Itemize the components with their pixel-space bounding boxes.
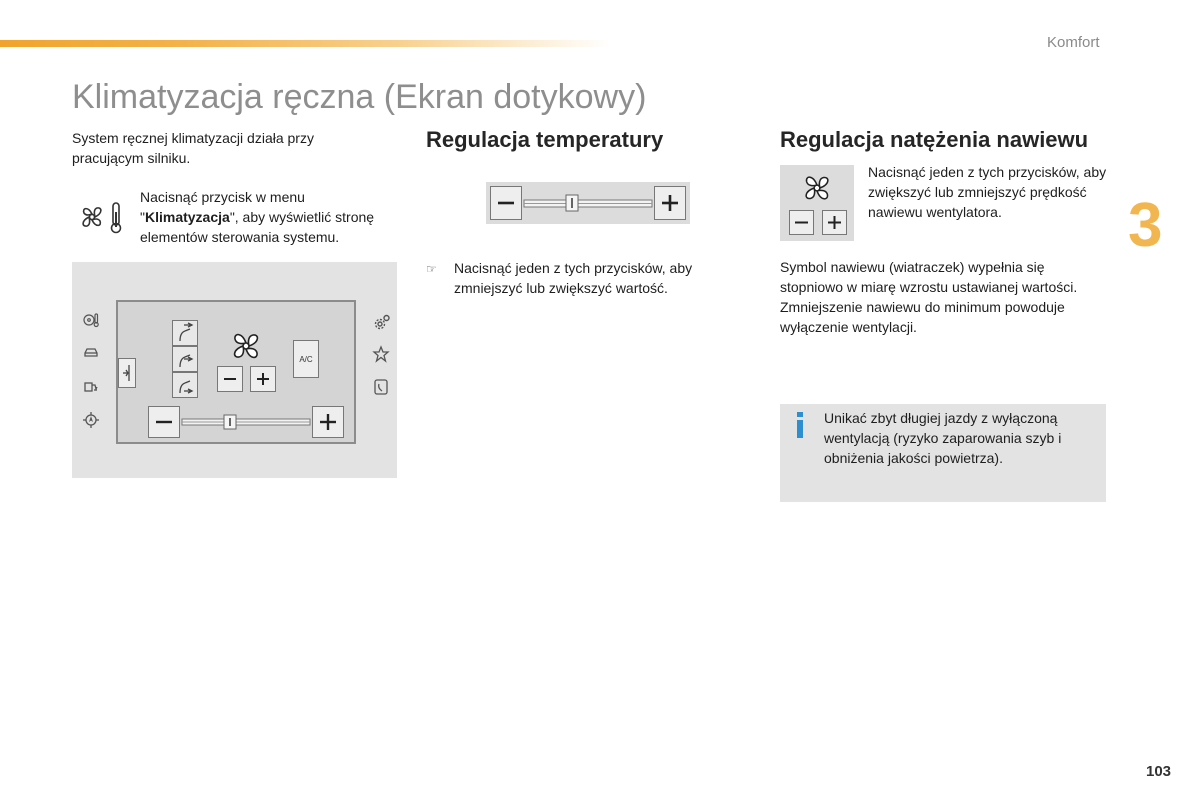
section-label: Komfort (1047, 34, 1100, 51)
menu-instruction (140, 187, 402, 247)
airflow-description (780, 257, 1110, 337)
fan-icon (226, 326, 266, 366)
temperature-heading: Regulacja temperatury (426, 127, 664, 152)
climate-icon[interactable] (82, 311, 100, 329)
airflow-decrease-button[interactable] (789, 210, 814, 235)
air-distribution-windscreen-button[interactable] (172, 320, 198, 346)
airflow-instruction: Nacisnąć jeden z tych przycisków, aby zwiększyć lub zmniejszyć prędkość nawiewu wentylatora. (868, 164, 1107, 220)
air-distribution-face-button[interactable] (172, 346, 198, 372)
fan-increase-button[interactable] (250, 366, 276, 392)
favorites-icon[interactable] (372, 345, 390, 363)
fan-decrease-button[interactable] (217, 366, 243, 392)
temperature-instruction (426, 258, 736, 298)
climate-menu-icon (78, 200, 126, 234)
airflow-minimum-note: Zmniejszenie nawiewu do minimum powoduje wyłączenie wentylacji. (780, 299, 1065, 335)
info-icon (793, 412, 807, 438)
airflow-increase-button[interactable] (822, 210, 847, 235)
fuel-icon[interactable] (82, 378, 100, 396)
menu-name-klimatyzacja: Klimatyzacja (144, 209, 230, 225)
airflow-control-illustration (780, 165, 854, 241)
car-icon[interactable] (82, 344, 100, 362)
temperature-decrease-button[interactable] (490, 186, 522, 220)
bullet-hand-icon: ☞ (426, 262, 437, 276)
menu-instruction-after: ", aby wyświetlić stronę elementów sterowania systemu. (140, 209, 375, 245)
ac-label: A/C (299, 354, 313, 364)
chapter-number: 3 (1128, 191, 1163, 260)
menu-instruction-before: Nacisnąć przycisk w menu " (140, 189, 305, 225)
info-text: Unikać zbyt długiej jazdy z wyłączoną wentylacją (ryzyko zaparowania szyb i obniżenia jakości powietrza). (824, 410, 1062, 466)
header-accent-bar (0, 40, 610, 47)
temperature-increase-button[interactable] (654, 186, 686, 220)
screen-temperature-slider (148, 406, 344, 438)
settings-icon[interactable] (372, 314, 390, 332)
airflow-heading: Regulacja natężenia nawiewu (780, 127, 1089, 152)
page-title: Klimatyzacja ręczna (Ekran dotykowy) (72, 78, 647, 116)
navigation-icon[interactable] (82, 411, 100, 429)
temperature-control-illustration (486, 182, 690, 224)
intro-text: System ręcznej klimatyzacji działa przy pracującym silniku. (72, 130, 314, 166)
page-number: 103 (1146, 763, 1172, 780)
airflow-symbol-note: Symbol nawiewu (wiatraczek) wypełnia się stopniowo w miarę wzrostu ustawianej wartości. (780, 259, 1078, 295)
fan-icon (798, 169, 836, 207)
recirculation-side-button[interactable] (118, 358, 136, 388)
ac-button[interactable] (293, 340, 319, 378)
air-distribution-feet-button[interactable] (172, 372, 198, 398)
temperature-instruction-text: Nacisnąć jeden z tych przycisków, aby zmniejszyć lub zwiększyć wartość. (454, 260, 693, 296)
phone-icon[interactable] (372, 378, 390, 396)
